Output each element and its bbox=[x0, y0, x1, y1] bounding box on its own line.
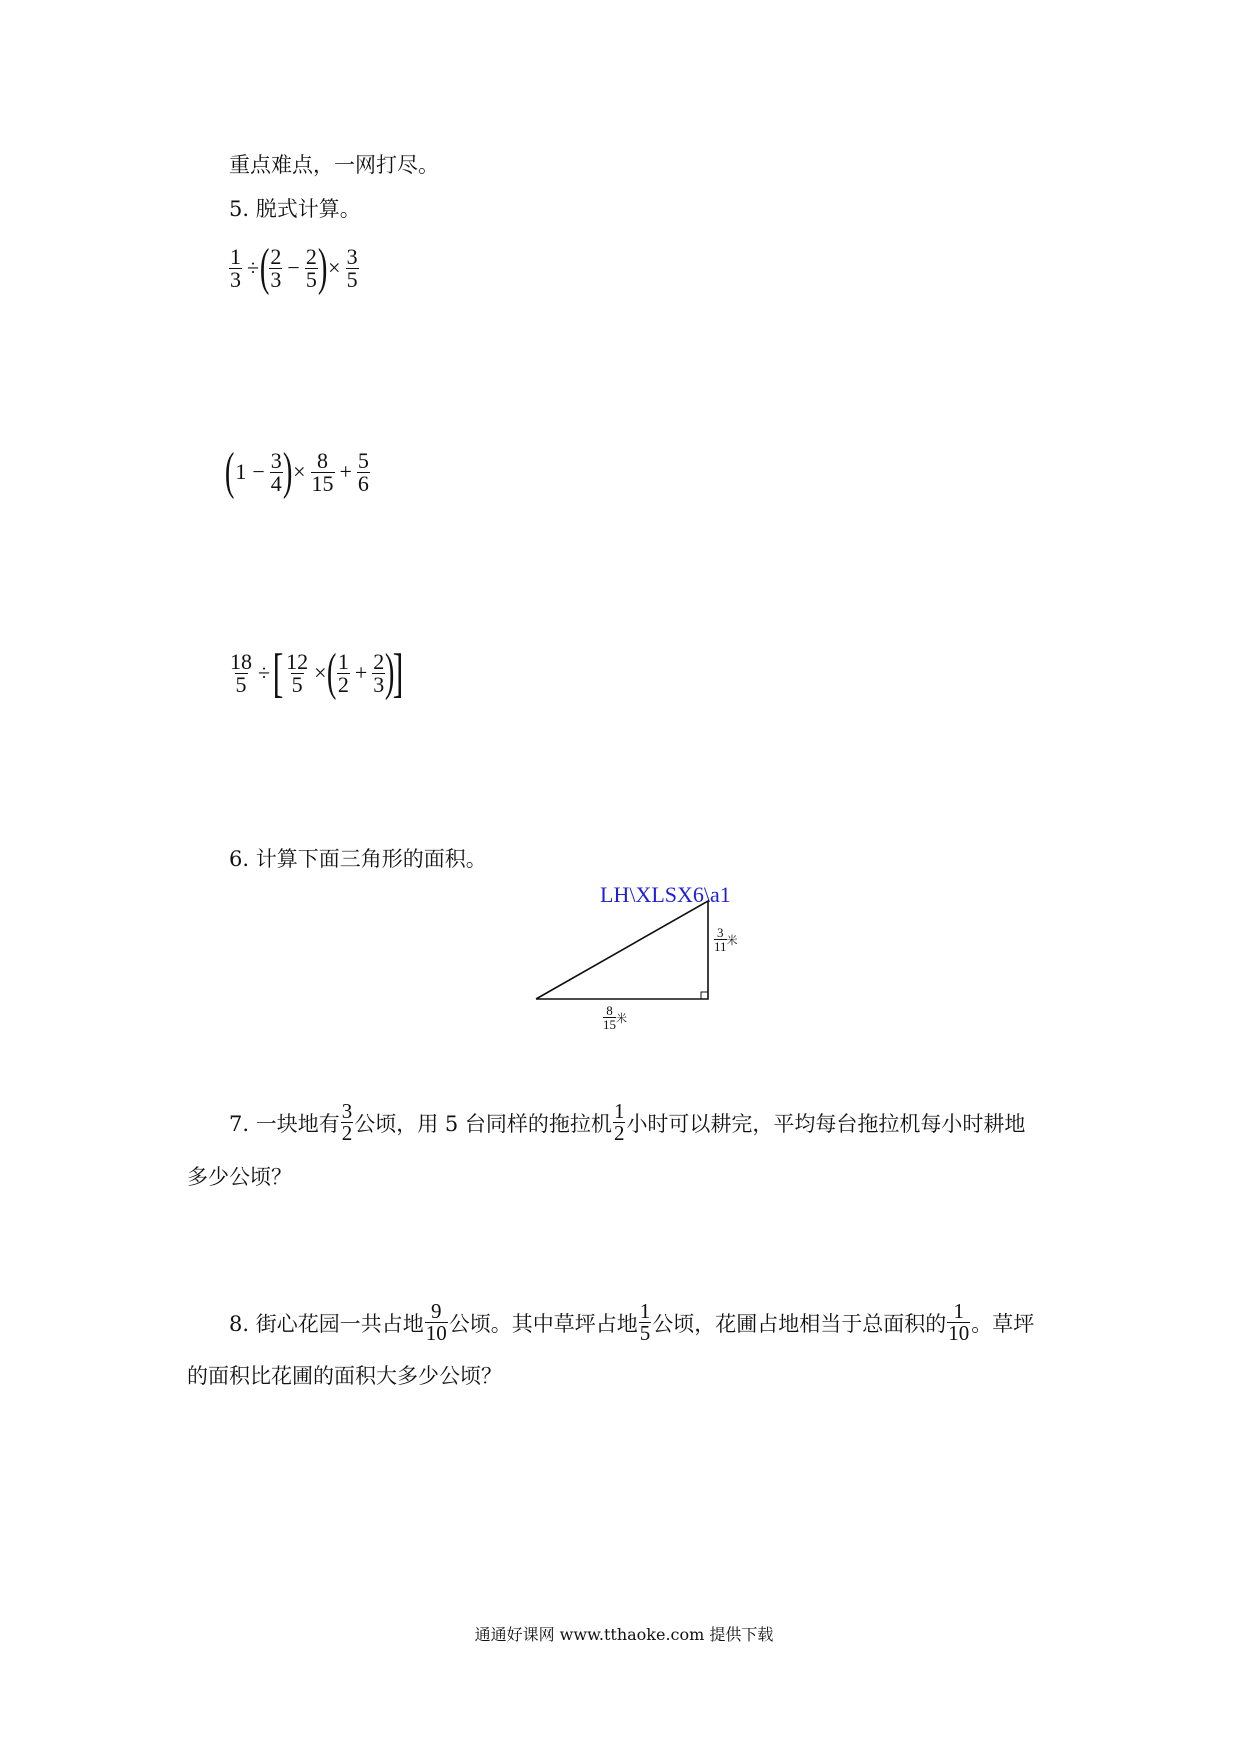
operator: + bbox=[354, 660, 368, 685]
left-paren: ( bbox=[327, 644, 337, 701]
operator: ÷ bbox=[258, 660, 271, 685]
fraction: $\frac{1}{3}$ bbox=[230, 243, 241, 292]
fraction: $\frac{1}{2}$ bbox=[613, 1098, 625, 1145]
right-bracket: ] bbox=[392, 643, 403, 703]
operator: × bbox=[314, 660, 327, 685]
left-paren: ( bbox=[224, 443, 235, 500]
operator: + bbox=[339, 459, 352, 484]
question-7-line-1: 7. 一块地有 $\frac{3}{2}$ 公顷，用 5 台同样的拖拉机 $\frac{1}{2}$ 小时可以耕完，平均每台拖拉机每小时耕地 bbox=[229, 1098, 1026, 1145]
question-8-line-2: 的面积比花圃的面积大多少公顷？ bbox=[187, 1364, 502, 1388]
fraction: $\frac{1}{10}$ bbox=[948, 1298, 970, 1345]
vertical-side-label: $\frac{3}{11}$ 米 bbox=[714, 925, 738, 954]
fraction: $\frac{9}{10}$ bbox=[425, 1298, 447, 1345]
number: 1 bbox=[235, 459, 247, 484]
expression-1 bbox=[227, 239, 361, 296]
question-7-line-2: 多少公顷？ bbox=[187, 1165, 292, 1189]
unit-label: 米 bbox=[726, 933, 738, 947]
triangle-figure bbox=[530, 895, 750, 1025]
bottom-side-label: $\frac{8}{15}$ 米 bbox=[603, 1003, 627, 1032]
left-bracket: [ bbox=[272, 643, 284, 703]
footer-text: 通通好课网 www.tthaoke.com 提供下载 bbox=[474, 1625, 774, 1644]
operator: × bbox=[293, 459, 306, 484]
left-paren: ( bbox=[259, 239, 270, 296]
fraction: $\frac{1}{2}$ bbox=[337, 648, 349, 697]
fraction: $\frac{5}{6}$ bbox=[357, 447, 369, 496]
question-6-title: 6. 计算下面三角形的面积。 bbox=[229, 847, 487, 871]
question-8-line-1: 8. 街心花园一共占地 $\frac{9}{10}$ 公顷。其中草坪占地 $\frac{1}{5}$ 公顷，花圃占地相当于总面积的 $\frac{1}{10}$ 。草坪 bbox=[229, 1298, 1035, 1345]
triangle-shape bbox=[536, 901, 708, 999]
fraction: $\frac{3}{4}$ bbox=[270, 447, 282, 496]
expression-3 bbox=[227, 643, 403, 703]
right-paren: ) bbox=[282, 443, 293, 500]
fraction: $\frac{18}{5}$ bbox=[230, 648, 252, 697]
fraction: $\frac{2}{5}$ bbox=[305, 243, 317, 292]
fraction: $\frac{3}{5}$ bbox=[346, 243, 358, 292]
right-angle-mark bbox=[701, 992, 708, 999]
fraction: $\frac{12}{5}$ bbox=[286, 648, 309, 697]
fraction: $\frac{1}{5}$ bbox=[639, 1298, 651, 1345]
question-5-title: 5. 脱式计算。 bbox=[229, 197, 361, 221]
figure-code: LH\XLSX6\a1 bbox=[600, 882, 731, 907]
intro-text: 重点难点，一网打尽。 bbox=[229, 153, 439, 177]
fraction: $\frac{2}{3}$ bbox=[270, 243, 282, 292]
operator: − bbox=[252, 459, 265, 484]
fraction: $\frac{2}{3}$ bbox=[373, 648, 385, 697]
operator: ÷ bbox=[247, 255, 260, 280]
fraction: $\frac{8}{15}$ bbox=[311, 447, 334, 496]
operator: − bbox=[287, 255, 300, 280]
operator: × bbox=[328, 255, 341, 280]
expression-2 bbox=[224, 443, 372, 500]
fraction: $\frac{3}{2}$ bbox=[341, 1098, 353, 1145]
unit-label: 米 bbox=[616, 1011, 627, 1025]
right-paren: ) bbox=[385, 644, 395, 701]
right-paren: ) bbox=[317, 239, 328, 296]
